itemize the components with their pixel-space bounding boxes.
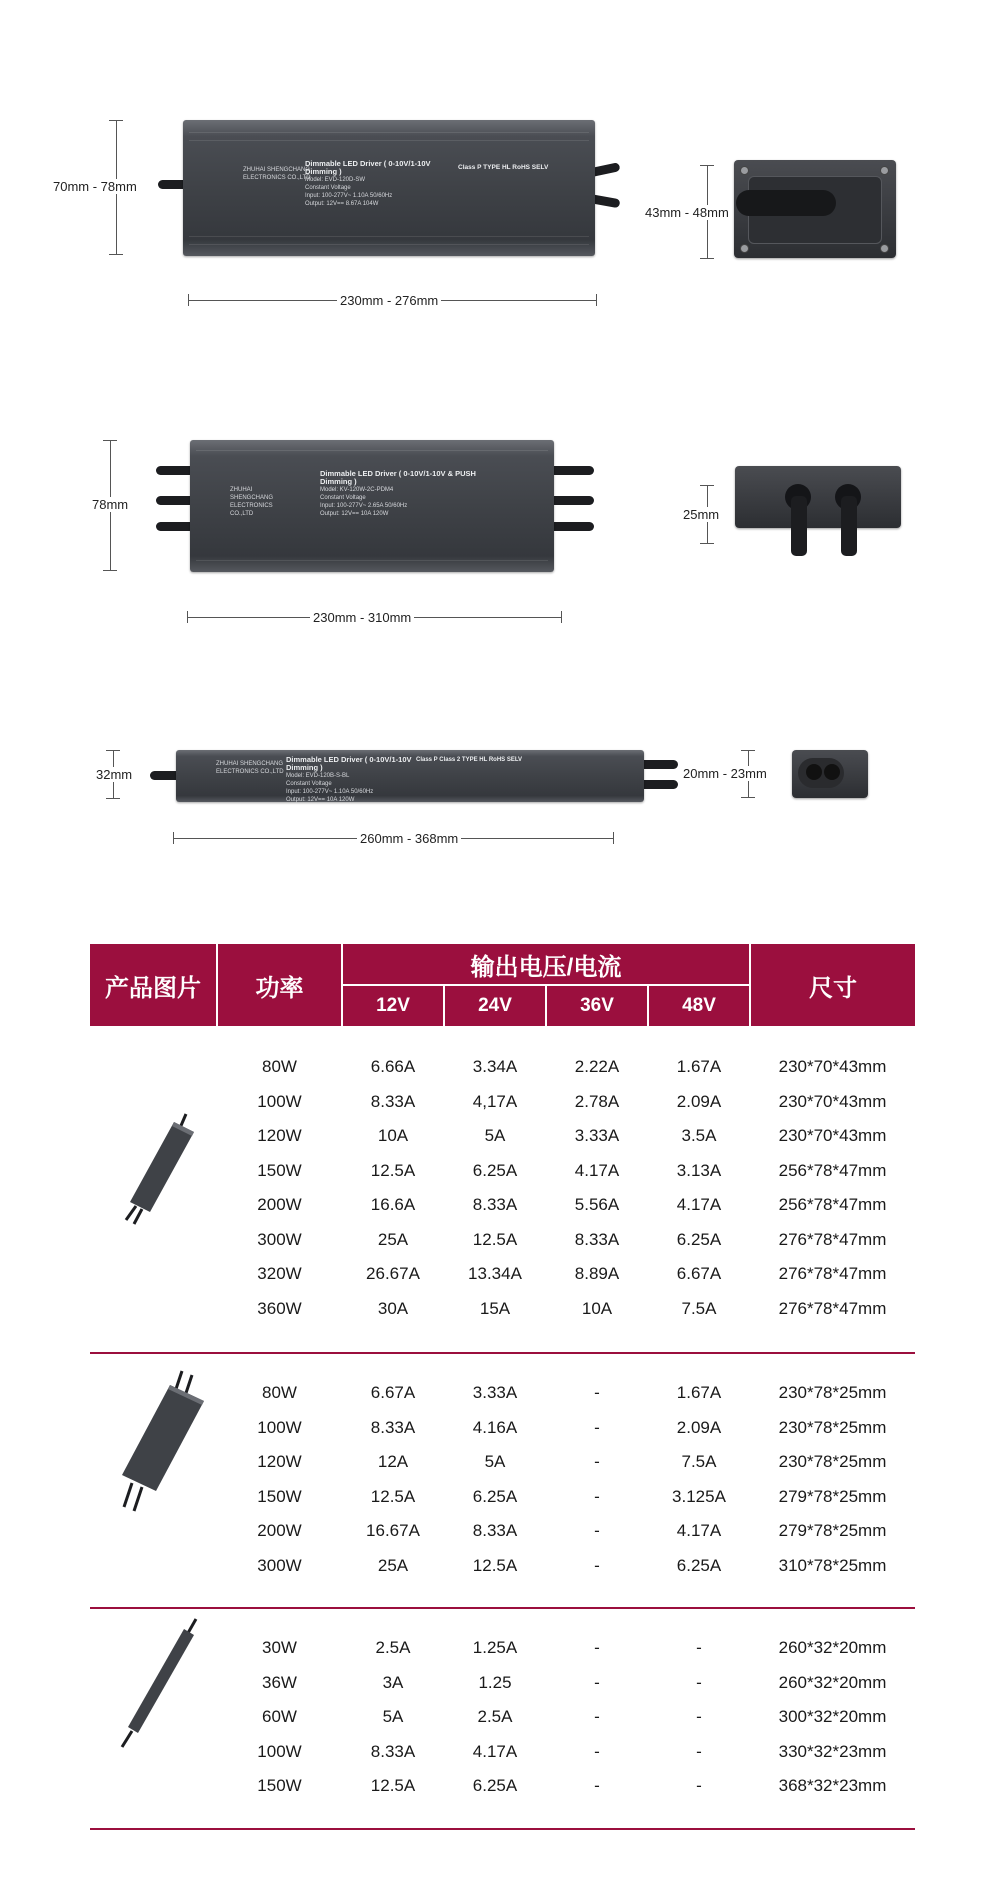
current-48v-cell: - — [696, 1672, 702, 1692]
header-power: 功率 — [217, 944, 342, 1026]
size-cell: 300*32*20mm — [778, 1707, 887, 1727]
maker-text: ZHUHAI SHENGCHANG ELECTRONICS CO.,LTD — [243, 167, 311, 181]
current-24v-cell: 6.25A — [472, 1776, 518, 1796]
power-cell: 120W — [257, 1126, 302, 1146]
current-48v-cell: - — [696, 1707, 702, 1727]
current-48v-cell: 3.5A — [681, 1126, 717, 1146]
cert-line: Class P TYPE HL RoHS SELV — [458, 164, 549, 171]
current-12v-cell: 12.5A — [370, 1486, 416, 1506]
current-24v-cell: 4.16A — [472, 1417, 518, 1437]
driver-image — [176, 750, 644, 802]
header-voltage-48v: 48V — [648, 985, 750, 1026]
end-view-image — [792, 750, 868, 798]
power-cell: 360W — [257, 1298, 302, 1318]
size-cell: 256*78*47mm — [778, 1160, 887, 1180]
header-voltage-24v: 24V — [444, 985, 546, 1026]
size-cell: 368*32*23mm — [778, 1776, 887, 1796]
size-cell: 230*70*43mm — [778, 1057, 887, 1077]
current-48v-cell: 1.67A — [676, 1057, 722, 1077]
current-24v-cell: 2.5A — [477, 1707, 513, 1727]
size-cell: 230*78*25mm — [778, 1417, 887, 1437]
spec-line: Constant Voltage — [320, 495, 366, 501]
size-cell: 260*32*20mm — [778, 1638, 887, 1658]
current-36v-cell: 8.89A — [574, 1264, 620, 1284]
current-12v-cell: 30A — [377, 1298, 409, 1318]
size-cell: 279*78*25mm — [778, 1486, 887, 1506]
current-12v-cell: 6.66A — [370, 1057, 416, 1077]
size-cell: 230*70*43mm — [778, 1126, 887, 1146]
current-24v-cell: 5A — [484, 1452, 506, 1472]
power-cell: 60W — [262, 1707, 297, 1727]
power-cell: 100W — [257, 1417, 302, 1437]
maker-text: ZHUHAI SHENGCHANG ELECTRONICS CO.,LTD — [230, 487, 274, 517]
power-cell: 150W — [257, 1776, 302, 1796]
size-cell: 260*32*20mm — [778, 1672, 887, 1692]
product-title: Dimmable LED Driver — [305, 160, 382, 168]
end-height-label: 20mm - 23mm — [680, 766, 770, 781]
model-text: Model: KV-120W-2C-PDM4 — [320, 487, 394, 493]
current-24v-cell: 12.5A — [472, 1555, 518, 1575]
header-output: 输出电压/电流 — [342, 944, 750, 985]
driver-image — [190, 440, 554, 572]
product-thumb-2 — [112, 1367, 212, 1517]
model-text: Model: EVD-120B-S-BL — [286, 773, 350, 779]
cert-line: Class P Class 2 TYPE HL RoHS SELV — [416, 757, 523, 763]
current-36v-cell: 10A — [581, 1298, 613, 1318]
current-24v-cell: 5A — [484, 1126, 506, 1146]
spec-line: Input: 100-277V~ 1.10A 50/60Hz — [286, 789, 374, 795]
power-cell: 80W — [262, 1383, 297, 1403]
current-12v-cell: 5A — [382, 1707, 404, 1727]
power-cell: 320W — [257, 1264, 302, 1284]
length-label: 260mm - 368mm — [357, 831, 461, 846]
height-label: 70mm - 78mm — [50, 179, 140, 194]
header-size: 尺寸 — [750, 944, 915, 1026]
product-subtitle: ( 0-10V/1-10V Dimming ) — [286, 756, 412, 772]
current-36v-cell: 8.33A — [574, 1229, 620, 1249]
spec-line: Output: 12V== 10A 120W — [286, 797, 355, 803]
current-48v-cell: 3.125A — [672, 1486, 726, 1506]
current-36v-cell: - — [594, 1638, 600, 1658]
current-36v-cell: 4.17A — [574, 1160, 620, 1180]
current-36v-cell: - — [594, 1486, 600, 1506]
current-36v-cell: - — [594, 1521, 600, 1541]
model-text: Model: EVD-120D-SW — [305, 177, 366, 183]
current-12v-cell: 12.5A — [370, 1776, 416, 1796]
current-12v-cell: 6.67A — [370, 1383, 416, 1403]
current-12v-cell: 8.33A — [370, 1741, 416, 1761]
current-48v-cell: 7.5A — [681, 1452, 717, 1472]
power-cell: 30W — [262, 1638, 297, 1658]
spec-line: Input: 100-277V~ 2.65A 50/60Hz — [320, 503, 408, 509]
current-12v-cell: 25A — [377, 1555, 409, 1575]
current-24v-cell: 3.34A — [472, 1057, 518, 1077]
current-12v-cell: 26.67A — [366, 1264, 420, 1284]
current-36v-cell: 5.56A — [574, 1195, 620, 1215]
current-24v-cell: 6.25A — [472, 1160, 518, 1180]
power-cell: 80W — [262, 1057, 297, 1077]
current-36v-cell: - — [594, 1776, 600, 1796]
product-title: Dimmable LED Driver — [320, 470, 397, 478]
header-image: 产品图片 — [90, 944, 217, 1026]
spec-line: Output: 12V== 10A 120W — [320, 511, 389, 517]
end-height-label: 43mm - 48mm — [642, 205, 732, 220]
current-48v-cell: 2.09A — [676, 1091, 722, 1111]
current-24v-cell: 12.5A — [472, 1229, 518, 1249]
table-row — [90, 1050, 915, 1085]
power-cell: 150W — [257, 1160, 302, 1180]
current-36v-cell: - — [594, 1417, 600, 1437]
current-24v-cell: 13.34A — [468, 1264, 522, 1284]
end-view-image — [735, 466, 901, 528]
power-cell: 200W — [257, 1521, 302, 1541]
current-48v-cell: 3.13A — [676, 1160, 722, 1180]
header-voltage-12v: 12V — [342, 985, 444, 1026]
product-subtitle: ( 0-10V/1-10V Dimming ) — [305, 160, 431, 176]
current-24v-cell: 1.25 — [478, 1672, 512, 1692]
length-label: 230mm - 276mm — [337, 293, 441, 308]
current-24v-cell: 8.33A — [472, 1521, 518, 1541]
current-24v-cell: 6.25A — [472, 1486, 518, 1506]
current-12v-cell: 8.33A — [370, 1417, 416, 1437]
maker-text: ZHUHAI SHENGCHANG ELECTRONICS CO.,LTD — [216, 761, 284, 775]
table-row — [90, 1631, 915, 1666]
current-24v-cell: 4,17A — [472, 1091, 518, 1111]
size-cell: 279*78*25mm — [778, 1521, 887, 1541]
current-36v-cell: - — [594, 1672, 600, 1692]
current-12v-cell: 25A — [377, 1229, 409, 1249]
current-12v-cell: 12A — [377, 1452, 409, 1472]
current-36v-cell: 3.33A — [574, 1126, 620, 1146]
current-48v-cell: 6.25A — [676, 1555, 722, 1575]
current-24v-cell: 1.25A — [472, 1638, 518, 1658]
power-cell: 36W — [262, 1672, 297, 1692]
spec-line: Input: 100-277V~ 1.10A 50/60Hz — [305, 193, 393, 199]
size-cell: 276*78*47mm — [778, 1298, 887, 1318]
current-12v-cell: 8.33A — [370, 1091, 416, 1111]
power-cell: 100W — [257, 1091, 302, 1111]
current-48v-cell: - — [696, 1638, 702, 1658]
size-cell: 256*78*47mm — [778, 1195, 887, 1215]
current-12v-cell: 3A — [382, 1672, 404, 1692]
driver-image — [183, 120, 595, 256]
current-48v-cell: 4.17A — [676, 1521, 722, 1541]
current-12v-cell: 10A — [377, 1126, 409, 1146]
product-thumb-1 — [118, 1108, 198, 1228]
current-48v-cell: 4.17A — [676, 1195, 722, 1215]
current-48v-cell: 2.09A — [676, 1417, 722, 1437]
current-48v-cell: 1.67A — [676, 1383, 722, 1403]
power-cell: 120W — [257, 1452, 302, 1472]
current-24v-cell: 15A — [479, 1298, 511, 1318]
size-cell: 310*78*25mm — [778, 1555, 887, 1575]
end-view-image — [734, 160, 896, 258]
current-24v-cell: 3.33A — [472, 1383, 518, 1403]
length-label: 230mm - 310mm — [310, 610, 414, 625]
power-cell: 300W — [257, 1229, 302, 1249]
current-48v-cell: 6.25A — [676, 1229, 722, 1249]
current-36v-cell: 2.22A — [574, 1057, 620, 1077]
spec-line: Constant Voltage — [286, 781, 332, 787]
power-cell: 100W — [257, 1741, 302, 1761]
spec-table — [90, 944, 915, 1830]
spec-line: Constant Voltage — [305, 185, 351, 191]
current-36v-cell: - — [594, 1555, 600, 1575]
current-12v-cell: 12.5A — [370, 1160, 416, 1180]
power-cell: 150W — [257, 1486, 302, 1506]
product-title: Dimmable LED Driver — [286, 756, 363, 764]
product-thumb-3 — [116, 1615, 206, 1750]
size-cell: 330*32*23mm — [778, 1741, 887, 1761]
current-12v-cell: 16.67A — [366, 1521, 420, 1541]
size-cell: 276*78*47mm — [778, 1264, 887, 1284]
header-voltage-36v: 36V — [546, 985, 648, 1026]
current-48v-cell: - — [696, 1776, 702, 1796]
size-cell: 230*78*25mm — [778, 1383, 887, 1403]
current-36v-cell: 2.78A — [574, 1091, 620, 1111]
current-36v-cell: - — [594, 1452, 600, 1472]
spec-line: Output: 12V== 8.67A 104W — [305, 201, 379, 207]
current-12v-cell: 2.5A — [375, 1638, 411, 1658]
power-cell: 300W — [257, 1555, 302, 1575]
current-24v-cell: 8.33A — [472, 1195, 518, 1215]
current-48v-cell: 7.5A — [681, 1298, 717, 1318]
current-48v-cell: - — [696, 1741, 702, 1761]
current-36v-cell: - — [594, 1741, 600, 1761]
height-label: 32mm — [93, 767, 135, 782]
current-24v-cell: 4.17A — [472, 1741, 518, 1761]
size-cell: 230*78*25mm — [778, 1452, 887, 1472]
current-36v-cell: - — [594, 1383, 600, 1403]
height-label: 78mm — [89, 497, 131, 512]
size-cell: 276*78*47mm — [778, 1229, 887, 1249]
current-12v-cell: 16.6A — [370, 1195, 416, 1215]
end-height-label: 25mm — [680, 507, 722, 522]
size-cell: 230*70*43mm — [778, 1091, 887, 1111]
current-48v-cell: 6.67A — [676, 1264, 722, 1284]
table-row — [90, 1376, 915, 1411]
current-36v-cell: - — [594, 1707, 600, 1727]
product-subtitle: ( 0-10V/1-10V & PUSH Dimming ) — [320, 470, 476, 486]
power-cell: 200W — [257, 1195, 302, 1215]
